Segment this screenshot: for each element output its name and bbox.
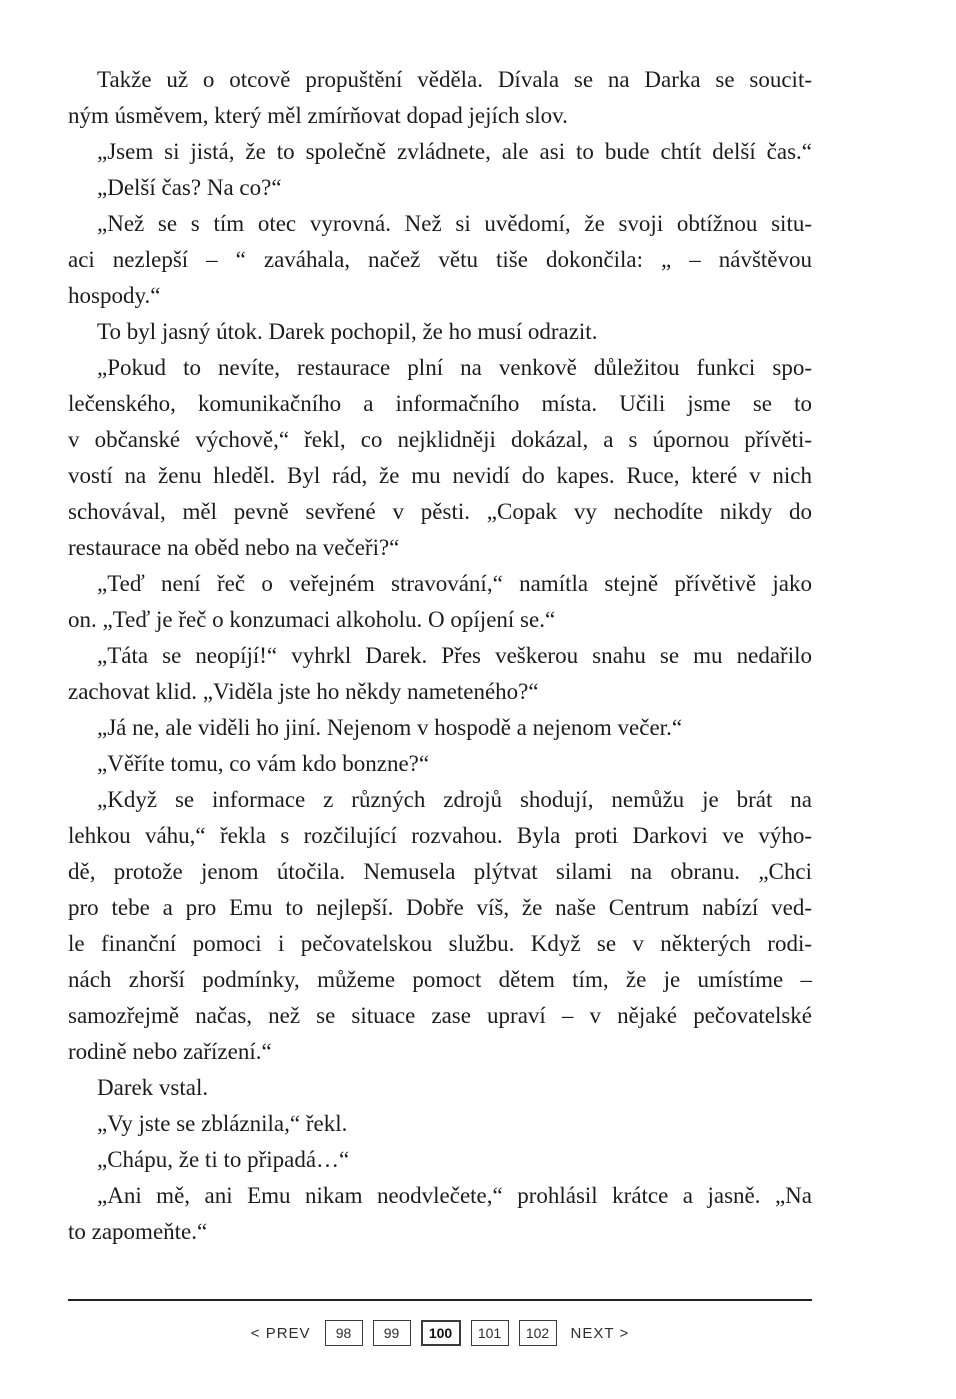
page-button-99[interactable]: 99 — [373, 1320, 411, 1346]
text-line: ným úsměvem, který měl zmírňovat dopad jejích slov. — [68, 103, 568, 128]
text-line: Darek vstal. — [97, 1075, 209, 1100]
text-line: „Teď není řeč o veřejném stravování,“ namítla stejně přívětivě jako — [97, 571, 812, 596]
page-button-98[interactable]: 98 — [325, 1320, 363, 1346]
text-line: Takže už o otcově propuštění věděla. Dívala se na Darka se soucit- — [97, 67, 812, 92]
text-line: „Když se informace z různých zdrojů shodují, nemůžu je brát na — [97, 787, 812, 812]
text-line: „Pokud to nevíte, restaurace plní na venkově důležitou funkci spo- — [97, 355, 812, 380]
text-line: schovával, měl pevně sevřené v pěsti. „Copak vy nechodíte nikdy do — [68, 499, 812, 524]
prev-button[interactable]: < PREV — [250, 1324, 311, 1342]
text-line: lečenského, komunikačního a informačního místa. Učili jsme se to — [68, 391, 812, 416]
text-line: „Jsem si jistá, že to společně zvládnete, ale asi to bude chtít delší čas.“ — [97, 139, 812, 164]
text-line: to zapomeňte.“ — [68, 1219, 208, 1244]
text-line: „Vy jste se zbláznila,“ řekl. — [97, 1111, 348, 1136]
footer-divider — [68, 1299, 812, 1301]
text-line: samozřejmě načas, než se situace zase upraví – v nějaké pečovatelské — [68, 1003, 812, 1028]
page-text — [68, 62, 812, 1250]
page-button-100[interactable]: 100 — [421, 1320, 461, 1346]
text-line: nách zhorší podmínky, můžeme pomoct dětem tím, že je umístíme – — [68, 967, 812, 992]
text-line: aci nezlepší – “ zaváhala, načež větu tiše dokončila: „ – návštěvou — [68, 247, 812, 272]
text-line: rodině nebo zařízení.“ — [68, 1039, 272, 1064]
text-line: „Já ne, ale viděli ho jiní. Nejenom v hospodě a nejenom večer.“ — [97, 715, 683, 740]
text-line: restaurace na oběd nebo na večeři?“ — [68, 535, 400, 560]
text-line: „Delší čas? Na co?“ — [97, 175, 282, 200]
text-line: v občanské výchově,“ řekl, co nejklidněji dokázal, a s úpornou přívěti- — [68, 427, 812, 452]
text-line: hospody.“ — [68, 283, 161, 308]
text-line: „Táta se neopíjí!“ vyhrkl Darek. Přes veškerou snahu se mu nedařilo — [97, 643, 812, 668]
text-line: dě, protože jenom útočila. Nemusela plýtvat silami na obranu. „Chci — [68, 859, 812, 884]
page-number-list — [325, 1320, 557, 1346]
text-line: vostí na ženu hleděl. Byl rád, že mu nevidí do kapes. Ruce, které v nich — [68, 463, 812, 488]
text-line: lehkou váhu,“ řekla s rozčilující rozvahou. Byla proti Darkovi ve výho- — [68, 823, 812, 848]
text-line: „Věříte tomu, co vám kdo bonzne?“ — [97, 751, 430, 776]
text-line: le finanční pomoci i pečovatelskou službu. Když se v některých rodi- — [68, 931, 812, 956]
text-line: To byl jasný útok. Darek pochopil, že ho musí odrazit. — [97, 319, 598, 344]
text-line: „Než se s tím otec vyrovná. Než si uvědomí, že svoji obtížnou situ- — [97, 211, 812, 236]
page-button-101[interactable]: 101 — [471, 1320, 509, 1346]
text-line: „Ani mě, ani Emu nikam neodvlečete,“ prohlásil krátce a jasně. „Na — [97, 1183, 812, 1208]
text-line: zachovat klid. „Viděla jste ho někdy nameteného?“ — [68, 679, 539, 704]
text-line: pro tebe a pro Emu to nejlepší. Dobře víš, že naše Centrum nabízí ved- — [68, 895, 812, 920]
page-button-102[interactable]: 102 — [519, 1320, 557, 1346]
pagination — [68, 1318, 812, 1348]
next-button[interactable]: NEXT > — [570, 1324, 630, 1342]
text-line: „Chápu, že ti to připadá…“ — [97, 1147, 350, 1172]
text-line: on. „Teď je řeč o konzumaci alkoholu. O opíjení se.“ — [68, 607, 556, 632]
